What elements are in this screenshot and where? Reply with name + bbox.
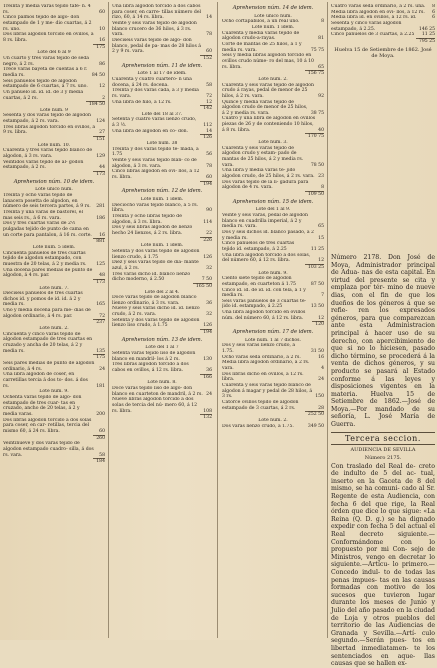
entry-amount: 186 (96, 215, 105, 221)
entry-text: Veinte y seis varas, pedal de algodon blanco en cuadrilla imperial, á 2 y media rs. vara. (222, 212, 308, 230)
entry-amount: 281 (96, 204, 105, 210)
entry-text: Cinco pañuelos de 3 cuartas, á 2.25 (331, 32, 415, 38)
subtotal-line: 881 (3, 238, 105, 245)
entry-text: Lote núm. 1 ídem. (251, 24, 295, 30)
entry-amount: 38 75 (310, 110, 324, 116)
ledger-entry (3, 361, 105, 372)
ledger-entry (222, 253, 324, 264)
subtotal-line: 194 (112, 181, 212, 188)
ledger-entry (222, 241, 324, 252)
subtotal-line: 260 (3, 435, 105, 442)
subtotal-line: 184 (3, 458, 105, 465)
section-header: Aprehension núm. 15 de idem. (232, 198, 314, 205)
section-number: Número 2175. (364, 454, 402, 461)
subtotal-line: 165 50 (112, 283, 212, 290)
entry-text: Tres libras algodon torcido en ovillos, á 9 rs. libra. (3, 124, 96, 136)
entry-amount: 8 (432, 4, 435, 9)
entry-amount: 24 (206, 391, 212, 397)
entry-text: Cuatro varas seda ordinario, á 2 rs. una. (331, 4, 426, 9)
entry-text: Veinte y seis varas tejido de algodon blanco crucero de 36 hilos, á 3 rs. vara. (112, 20, 197, 38)
entry-text: Dos varas lienzo crudo, á 1.75. (222, 423, 294, 429)
subtotal-line: 109 50 (222, 191, 324, 198)
entry-text: Dos libras algodon torcido en ovillos, á 8 rs. libra. (3, 32, 94, 43)
entry-text: Media libra id. en ovillos, á 12 rs. id. (331, 15, 417, 21)
entry-text: Cuarenta y seis varas tejido de algodon crudo á rayas, pedal de menor de 25 hilos, á 2 rs. vara. (222, 82, 314, 99)
entry-amount: 84 50 (91, 72, 105, 78)
entry-text: Cuarenta y seis varas tejido de algodon crudo y estam- pado de mantas de 25 hilos, á 2 y media rs. vara. (222, 145, 304, 168)
ledger-entry (112, 77, 212, 88)
ledger-entry (112, 249, 212, 260)
ledger-entry (112, 362, 212, 373)
entry-text: Dos varas tejido de la li- gadura para algodon de 4 rs. vara. (222, 179, 309, 191)
entry-text: Lote núm. 7. (39, 285, 69, 291)
entry-text: Sesenta y cinco varas algodon estampado, á 2.25. (331, 20, 402, 32)
entry-text: Lote núm. 9. (39, 389, 69, 395)
entry-text: Dieciséis pañuelos de tres cuartas dichos id. y pomos de id. id. á 2 y media rs. (3, 291, 83, 308)
entry-amount: 130 (203, 356, 212, 362)
entry-amount: 124 (96, 119, 105, 125)
ledger-entry (3, 67, 105, 78)
section-header: Aprehension núm. 17 de idem. (232, 329, 314, 336)
column-rule (327, 2, 328, 638)
entry-text: Lote núm. 2. (258, 76, 288, 82)
ledger-entry (222, 100, 324, 117)
entry-amount: 2 (102, 95, 105, 101)
ledger-entry (222, 83, 324, 100)
entry-amount: 78 (206, 32, 212, 38)
entry-amount: 165 (96, 302, 105, 308)
subtotal-line: 175 (3, 44, 105, 51)
entry-amount: 15 (318, 235, 324, 241)
ledger-entry (3, 79, 105, 90)
entry-text: Setenta y cuatro varas lienzo crudo, á 3 ½. (112, 117, 197, 129)
entry-text: Quince y media varas tejido de algodon crudo de menor de 25 hilos, á 2 y media rs. vara. (222, 99, 308, 116)
entry-text: Cuarenta y cuatro cuarteró- n una docena, á 24 rs. docena. (112, 76, 192, 88)
column-rule (108, 2, 109, 638)
entry-text: Media libra algodon en ovi- llos, á 12 rs. (331, 9, 425, 15)
entry-text: Lote núm. 5 ídem. (32, 244, 76, 250)
ledger-entry (222, 116, 324, 133)
ledger-entry (3, 56, 105, 67)
entry-amount: 114 (203, 219, 212, 225)
subtotal-line: 226 (112, 237, 212, 244)
section-header: Aprehension núm. 10 de idem. (13, 178, 95, 185)
entry-amount: 48 (99, 273, 105, 279)
subtotal-line: 252 50 (222, 411, 324, 418)
ledger-entry (112, 214, 212, 225)
entry-text: Lote núm. 9 (40, 107, 68, 113)
entry-amount: 22 (206, 230, 212, 236)
entry-text: Una docena pares medias de punto de algodon, á 4 rs. par. (3, 267, 93, 279)
entry-text: Lote núm. 2. (258, 417, 288, 423)
entry-text: Lote único núm. (35, 187, 73, 193)
ledger-entry (222, 213, 324, 230)
entry-amount: 65 (318, 224, 324, 230)
section-header: Aprehension núm. 14 de idem. (232, 5, 314, 11)
entry-text: Setenta y dos varas tejido de algodon lienzo liso crudo, á 1.75 (112, 317, 200, 329)
section-header: Aprehension núm. 11 de idem. (121, 62, 203, 69)
entry-text: Cinco palmos tejido de algo- don estampado de 1 y me- dio cuartas, á 2 rs. uno. (3, 15, 92, 32)
entry-amount: 72 (206, 93, 212, 99)
entry-text: Nueve y seis varas dicho id. id. lienzo crudo, á 2 rs. vara. (112, 306, 200, 318)
entry-text: Treinta y dos varas cada, á 3 y media rs. vara. (112, 88, 199, 99)
ledger-entry (112, 225, 212, 236)
entry-text: Un pañuelo id. id. id. de 3 y media cuartas, á 2 rs. (3, 89, 84, 101)
ledger-entry (3, 418, 105, 435)
entry-text: Ochenta varas tejido de algo- don estampado de tres cuar- tas en cruzado, ancho de 20 telas, á 2 y media varas. (3, 394, 82, 417)
entry-text: Treinta y media varas tejido tafe- n. 4 rs. (3, 4, 91, 15)
decree-text: Con traslado del Real de- creto de indulto de 5 del ac- tual, inserto en la Gaceta de 8 del mismo, se ha comuni- cado al Sr. Regente de esta Audiencia, con fecha 6 del que rige, la Real órden que dice lo que sigue: «La Reina (Q. D. g.) se ha dignado expedir con fecha 5 del actual el Real decreto siguiente.—Conformándome con lo propuesto por mi Con- sejo de Ministros, vengo en decretar lo siguiente.—Artícu- lo primero.—Concedo indul- to de todas las penas impues- tas en las causas formadas con motivo de los sucesos que tuvieron lugar durante los meses de Junio y Julio del año pasado en la ciudad de Loja y otros pueblos del territorio de las Audiencias de Granada y Sevilla.—Artí- culo segundo.—Serán pues- tos en libertad inmediatamen- te los sentenciados en aque- llas causas que se hallen ex- (331, 462, 435, 668)
entry-text: Setenta y dos varas tejido de algodon lienzo crudo, á 1.75 (112, 248, 200, 260)
entry-amount: 86 (99, 61, 105, 67)
entry-amount: 78 50 (310, 162, 324, 168)
entry-amount: 10 (99, 26, 105, 32)
ledger-entry (222, 276, 324, 287)
entry-text: Lote núm. 1 ídem. (140, 197, 184, 202)
entry-text: Cuatro y una libra de algodon en ovillos piezas de 26 y de conteniendo 10 hilos, á 8 rs. libra. (222, 116, 316, 133)
ledger-entry (222, 343, 324, 354)
subtotal-line: 795 25 (331, 38, 435, 45)
entry-text: Cuarenta y seis varas tejido blanco de algodon á magar y pedal de 28 hilos, á 3 rs. (222, 383, 313, 400)
entry-text: Nueve libras algodon torcido á dos solas de tercia del nú- mero 60, á 12 rs. libra. (112, 397, 198, 414)
entry-text: Cuarenta y tres varas tejido blanco de algodon, á 3 rs. vara. (3, 148, 93, 160)
entry-amount: 36 (206, 368, 212, 374)
entry-text: Treinta y dos varas tejido te- mada, á 1.75 (112, 146, 199, 158)
entry-amount: 12 (206, 99, 212, 105)
ledger-entry (3, 32, 105, 43)
ledger-entry (222, 424, 324, 430)
entry-amount: 27 (99, 130, 105, 136)
entry-text: Lote del 1 al 9. (255, 207, 291, 213)
closing-signature: Huelva 15 de Setiembre de 1862. José de Moya. (334, 46, 432, 59)
entry-text: Corte de mantas de 25 hilos, á 1 y media rs. vara. (222, 41, 302, 53)
ledger-entry (222, 400, 324, 411)
entry-text: Diez y seis varas tejido de dia- mante azul, á 2 rs. (112, 260, 199, 271)
entry-text: Uno y media docena para me- dias de algodon ordinario, á 4 rs. par. (3, 308, 91, 319)
subtotal-line: 173 (3, 279, 105, 286)
entry-amount: 32 (206, 265, 212, 271)
entry-amount: 40 (318, 127, 324, 133)
ledger-entry (112, 158, 212, 169)
entry-text: Lote núm. 2. (39, 326, 69, 332)
entry-amount: 58 (99, 452, 105, 458)
ledger-entry (112, 306, 212, 317)
entry-amount: 108 (203, 408, 212, 414)
entry-text: Tres libras algodon torcido á dos cabos en ovillos, á 12 rs. libra. (112, 362, 189, 374)
entry-amount: 92 (318, 93, 324, 99)
ledger-entry (222, 310, 324, 321)
entry-text: Lote del 18 al 37. (141, 111, 183, 117)
entry-text: Una libra algodon torcido en ovillos núm. del número 60, á 12 rs. libra. (222, 310, 306, 321)
subtotal-line: 170 75 (222, 133, 324, 140)
ledger-entry (222, 146, 324, 169)
subtotal-line: 194 (112, 329, 212, 336)
entry-text: Una libra algodon de coser, en carretillas tercia á dos to- dos. á dos rs. (3, 372, 88, 389)
entry-amount: 11 25 (421, 32, 435, 38)
entry-text: Lote núm. 1 al 7 dichos. (245, 337, 301, 343)
entry-amount: 58 (206, 82, 212, 88)
ledger-entry (222, 372, 324, 383)
subtotal-line: 173 (3, 171, 105, 178)
entry-amount: 60 (99, 428, 105, 434)
entry-amount: 14 (206, 128, 212, 134)
entry-text: Tres varas dicho id. blanco lienzo dicho moderno, á 2.50 (112, 271, 191, 283)
entry-amount: 87 50 (310, 281, 324, 287)
column-4 (331, 4, 435, 264)
entry-text: Treinta y ocho libras tejido de algodon, á 3 rs. libra. (112, 213, 182, 225)
entry-amount: 7 (321, 293, 324, 299)
entry-text: Ciento siete tejido de algodon estampado, en cuarteton á 1.75 (222, 276, 296, 287)
entry-amount: 4 (321, 366, 324, 372)
ledger-entry (112, 203, 212, 214)
entry-amount: 44 (99, 165, 105, 171)
ledger-entry (222, 53, 324, 70)
ledger-entry (3, 90, 105, 101)
entry-amount: 60 (206, 49, 212, 55)
entry-text: Media libra algodon ordinario, á 2 rs. vara. (222, 360, 310, 372)
entry-text: Trece varas bayeta de cuentas á 6 r. media rs. (3, 67, 88, 78)
ledger-entry (3, 332, 105, 355)
entry-text: Setenta varas tejido liso de algodon blanco en mandril- los á 2 rs. (112, 351, 196, 362)
column-1 (3, 4, 105, 638)
subtotal-line: 156 75 (222, 70, 324, 77)
entry-text: Una libra y media varas te- jido algodon crudo, de 25 hilos, á 2 rs. vara. (222, 168, 315, 180)
column-4-prose (331, 254, 435, 668)
entry-text: Ocho varas seda ordinario, á 2 rs. (222, 354, 301, 360)
entry-amount: 129 (96, 154, 105, 160)
entry-text: Una libra de algodon en co- dón. (112, 128, 189, 134)
ledger-entry (3, 372, 105, 389)
ledger-entry (222, 383, 324, 400)
ledger-entry (3, 125, 105, 136)
ledger-entry (3, 291, 105, 308)
ledger-entry (3, 395, 105, 418)
entry-amount: 8 (321, 185, 324, 191)
column-2 (112, 4, 212, 638)
entry-amount: 81 (318, 36, 324, 42)
entry-amount: 31 50 (310, 349, 324, 355)
entry-text: Ocho cortapabilos, á un real uno. (222, 19, 300, 25)
entry-text: Lote 1 al 17 de idem. (137, 71, 187, 77)
entry-text: Treinta y una varas de bastorel, el mas seis rs., á 6 rs. vara. (3, 209, 83, 221)
subtotal-line: 126 (112, 134, 212, 141)
ledger-entry (3, 251, 105, 268)
ledger-entry (112, 4, 212, 21)
ledger-entry (222, 230, 324, 241)
entry-text: Cinco id. id. de id. id. con tela, á 1 y media rs. (222, 287, 306, 299)
entry-amount: 60 (99, 9, 105, 15)
entry-text: Seis y media libras algodon torcido en ovillos crudo núme- ro del mas, 10 á 10 rs. libra. (222, 53, 314, 70)
entry-amount: 7 50 (201, 277, 212, 283)
entry-amount: 126 (203, 323, 212, 329)
entry-text: Seis pares medias de punto de algodon ordinario, á 4 rs. (3, 361, 95, 372)
ledger-entry (3, 15, 105, 32)
entry-text: Doce varas tejido liso de algo- don blanco en cuarteton de mandril, á 2 rs. (112, 386, 203, 397)
entry-amount: 23 (318, 174, 324, 180)
entry-amount: 90 (206, 208, 212, 214)
entry-amount: 200 (96, 411, 105, 417)
entry-text: Cuarenta y media varas tejido de algodon crudo-a-rayas. (222, 30, 300, 42)
ledger-entry (222, 288, 324, 299)
section-subtitle: AUDIENCIA DE SEVILLA (350, 446, 416, 453)
entry-text: Dos y seis libras algodon de lienzo hecho 24 lienzos, á 2 rs. libra. (112, 225, 193, 236)
entry-text: Lote núm. 38 (146, 141, 178, 147)
entry-text: Dos libras dicho en ovillos, á 12 rs. libra. (222, 371, 304, 383)
ledger-entry (3, 308, 105, 319)
entry-amount: 14 (206, 15, 212, 21)
ledger-entry (222, 31, 324, 42)
entry-text: Una libra algodon torcido á dos cabos para coser, en carre- tillas número del rizo, 60, á 14 rs. libra. (112, 4, 202, 21)
ledger-entry (3, 160, 105, 171)
entry-amount: 6 (432, 15, 435, 21)
column-4-list (331, 4, 435, 45)
subtotal-line: 103 25 (222, 264, 324, 271)
entry-text: Lote del 6 al 9 (37, 50, 71, 56)
entry-amount: 112 (203, 123, 212, 129)
ledger-entry (112, 117, 212, 128)
subtotal-line: 120 (222, 321, 324, 328)
entry-text: Seis varas pañuelos de 3 cuartas te- jido id. estampado, á 2.25 (222, 298, 307, 310)
entry-text: Treinta y ocho varas tejido de lanacera posetta de algodon, en número de seis tercera partes, á 9 rs. (3, 193, 91, 210)
entry-amount: 78 (206, 163, 212, 169)
ledger-entry (222, 168, 324, 179)
entry-amount: 181 (96, 383, 105, 389)
entry-amount: 72 (99, 313, 105, 319)
ledger-entry (3, 210, 105, 221)
ledger-entry (222, 360, 324, 371)
entry-text: Cincuenta pañuelos de tres cuartas tejido de algodon estampado, con muestra de 20 telas, á 2 y media rs. (3, 250, 87, 267)
entry-text: Lote único núm. (254, 13, 292, 19)
ledger-entry (3, 441, 105, 458)
entry-amount: 12 (318, 258, 324, 264)
entry-text: Dos libras algodon torcido á dos solas para coser, en car- retillas, tercia del mismo 60, á 24 rs. libra. (3, 417, 92, 434)
ledger-entry (112, 351, 212, 362)
ledger-entry (222, 180, 324, 191)
entry-amount: 36 (206, 300, 212, 306)
entry-text: Catorce ovillos tejido de algodon estampado de 3 cuartas, á 2 rs. (222, 399, 299, 411)
ledger-entry (112, 21, 212, 38)
subtotal-line: 237 (3, 319, 105, 326)
column-rule (217, 2, 218, 638)
edict-text: Número 2178. Don José de Moya, Administrador principal de Adua- nas de esta capital. En virtud del presente se cita y emplaza por tér- mino de nueve dias, con el fin de que los dueños de los géneros á que se refie- ren los expresados géneros, para que comparezcan ante esta Administracion principal á hacer uso de su derecho, con apercibimiento de que si no lo hiciesen, pasado dicho término, se procederá á la venta de dichos géneros, y su producto se pasará al Estado conforme á las leyes y disposiciones vigentes en la materia. Huelva 15 de Setiembre de 1862.—José de Moya.—Por mandado de su señoría, L. José María de Guerra. (331, 254, 435, 429)
entry-text: Dos y seis varas lienzo crudo, á 1.75. (222, 343, 296, 355)
ledger-entry (112, 260, 212, 271)
ledger-entry (112, 147, 212, 158)
section-header: Aprehension núm. 13 de idem. (121, 336, 203, 343)
entry-text: Veintidos varas tejido de al- godon estampado, á 2 rs. (3, 159, 84, 171)
entry-amount: 135 (96, 348, 105, 354)
entry-text: Doce varas tejido de algodon blanco lienzo ordinario, á 3 rs. vara. (112, 295, 197, 306)
entry-text: Veintinueve y dos varas tejido de algodon estampado cuadro- silla, á dos rs. vara. (3, 441, 94, 458)
entry-text: Dos y tres cuartas varas de 2½ pulgadas tejido de punto de cama en un corte para pantalon, á 16 rs. corte. (3, 221, 92, 238)
entry-text: Veinte y seis varas tejido blan- co de algodon, á 3 rs. vara. (112, 158, 197, 169)
ledger-entry (112, 397, 212, 414)
entry-text: Dieciocho varas tejido blanco, á 5 rs. libra. (112, 202, 199, 214)
entry-text: Una libra algodon torcido á dos solas, del número 60, á 12 rs. libra. (222, 252, 311, 264)
entry-text: Cinco libras algodon en ovi- llos, á 12 rs. libra. (112, 169, 200, 181)
entry-amount: 12 (99, 84, 105, 90)
subtotal-line: 132 (112, 414, 212, 421)
column-3 (222, 4, 324, 638)
entry-text: Seis pañuelos tejido de algodon estampado de 6 cuartas, á 7 rs. uno. (3, 78, 88, 90)
subtotal-line: 151 (3, 136, 105, 143)
entry-text: Lote del 1 al 7 (145, 345, 179, 351)
entry-amount: 12 (318, 315, 324, 321)
entry-amount: 32 (206, 312, 212, 318)
entry-amount: 11 25 (310, 246, 324, 252)
ledger-entry (3, 268, 105, 279)
ledger-entry (112, 169, 212, 180)
section-title: Tercera seccion. (331, 432, 435, 445)
entry-amount: 24 (99, 366, 105, 372)
entry-amount: 146 25 (418, 26, 435, 32)
ledger-entry (112, 88, 212, 99)
ledger-entry (222, 299, 324, 310)
entry-amount: 16 (318, 354, 324, 360)
entry-text: Lote del 2 al 4. (144, 289, 180, 295)
entry-amount: 75 75 (310, 47, 324, 53)
ledger-entry (222, 42, 324, 53)
entry-text: Lote núm. 9. (258, 270, 288, 276)
ledger-entry (3, 221, 105, 238)
entry-amount: 13 50 (310, 304, 324, 310)
entry-amount: 56 (206, 152, 212, 158)
entry-text: Dos y seis dichos id. blanco pasado, á 2 y media rs. (222, 229, 314, 241)
ledger-entry (112, 386, 212, 397)
ledger-entry (112, 318, 212, 329)
entry-text: Lote núm. 10. (37, 142, 71, 148)
subtotal-line: 184 50 (3, 101, 105, 108)
entry-amount: 24 (318, 377, 324, 383)
subtotal-line: 166 (112, 374, 212, 381)
ledger-entry (112, 38, 212, 55)
entry-amount: 8 (321, 19, 324, 25)
entry-text: Una libra de hilo, á 12 rs. (112, 99, 172, 105)
ledger-entry (3, 148, 105, 159)
entry-amount: 126 (203, 254, 212, 260)
subtotal-line: 142 (112, 105, 212, 112)
entry-text: Lote núm. 1 ídem. (140, 243, 184, 249)
entry-amount: 60 (206, 175, 212, 181)
entry-amount: 125 (96, 261, 105, 267)
subtotal-line: 175 (3, 354, 105, 361)
subtotal-line: 152 (112, 55, 212, 62)
entry-text: Sesenta y dos varas tejido de algodon estampado, á 2 rs. vara. (3, 113, 91, 125)
entry-amount: 16 (99, 37, 105, 43)
entry-amount: 65 (318, 64, 324, 70)
ledger-entry (3, 113, 105, 124)
entry-text: Cincuenta y cinco varas tejido de algodon estampado de tres cuartas en cruzado y ancha de 20 telas, á 2 y media rs. (3, 331, 93, 354)
ledger-entry (112, 272, 212, 283)
entry-text: Lote núm. 8. (147, 380, 177, 386)
entry-text: Un cuarto y tres varas tejido de seda negro, á 2 rs. (3, 55, 90, 67)
ledger-entry (3, 4, 105, 15)
entry-text: Lote núm. 3. (258, 140, 288, 146)
section-header: Aprehension núm. 12 de idem. (121, 188, 203, 195)
entry-text: Cinco pañuelos de tres cuartas tejido id. estampado, á 2.25 (222, 241, 295, 252)
entry-text: Dieciseis varas tejido de algo- don blanco, pedal de pa- mas de 28 hilos á 2 y 9 rs. vara. (112, 37, 202, 55)
entry-amount: 16 (99, 232, 105, 238)
ledger-entry (112, 295, 212, 306)
entry-amount: 150 (315, 394, 324, 400)
entry-amount: 349 50 (307, 423, 324, 429)
ledger-entry (3, 193, 105, 210)
entry-amount: 28 (318, 405, 324, 411)
ledger-entry (331, 21, 435, 32)
entry-amount: 6 (432, 9, 435, 15)
